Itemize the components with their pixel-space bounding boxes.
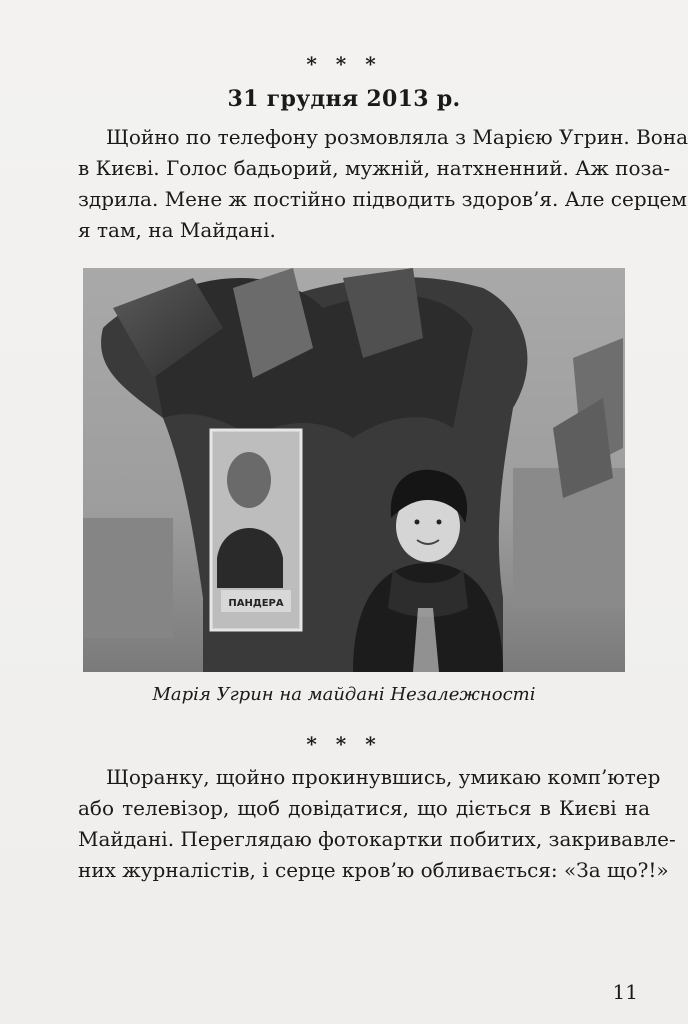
date-heading: 31 грудня 2013 р. [227, 86, 461, 112]
text-line: здрила. Мене ж постійно підводить здоров’я. Але серцем [78, 187, 687, 211]
text-line: в Києві. Голос бадьорий, мужній, натхненний. Аж поза- [78, 156, 671, 180]
paragraph-1 [78, 122, 688, 246]
section-separator: * * * [306, 732, 382, 756]
photo-caption: Марія Угрин на майдані Незалежності [152, 684, 536, 705]
text-line: або телевізор, щоб довідатися, що діється в Києві на [78, 796, 650, 820]
paragraph-2 [78, 762, 676, 886]
photo-maria-uhryn [83, 268, 625, 672]
svg-text:ПАНДЕРА: ПАНДЕРА [228, 598, 284, 609]
photo-woman-at-monument-icon [83, 268, 625, 672]
text-line: Щоранку, щойно прокинувшись, умикаю комп’ютер [106, 765, 661, 789]
page-number: 11 [612, 980, 638, 1004]
text-line: Майдані. Переглядаю фотокартки побитих, закривавле- [78, 827, 676, 851]
text-line: я там, на Майдані. [78, 218, 276, 242]
text-line: них журналістів, і серце кров’ю обливається: «За що?!» [78, 858, 669, 882]
section-separator: * * * [306, 52, 382, 76]
text-line: Щойно по телефону розмовляла з Марією Угрин. Вона [106, 125, 688, 149]
